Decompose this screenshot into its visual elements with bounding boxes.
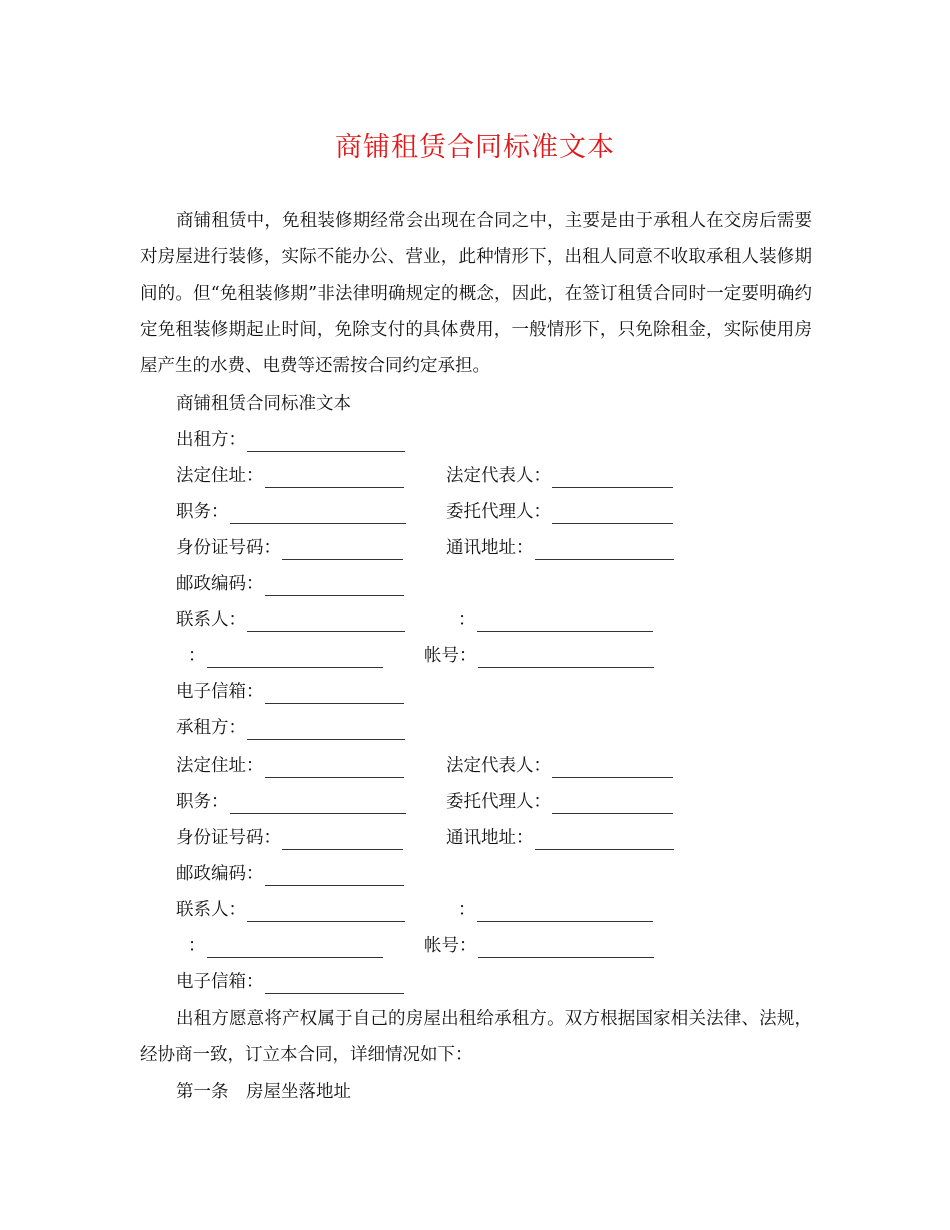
lessor-rep-blank[interactable]	[552, 469, 673, 488]
lessee-agent-field	[446, 790, 673, 814]
lessor-address-field	[176, 464, 404, 488]
lessee-colon-field	[458, 898, 653, 922]
lessor-contact-label: 联系人：	[176, 610, 246, 630]
lessee-position-blank[interactable]	[230, 795, 406, 814]
lessor-account-field	[424, 644, 654, 668]
lessee-contact-field	[176, 898, 405, 922]
lessor-email-field	[176, 680, 404, 704]
lessee-postcode-field	[176, 862, 404, 886]
lessee-agent-blank[interactable]	[552, 795, 673, 814]
lessor-party-field	[176, 428, 405, 452]
lessee-position-field	[176, 790, 406, 814]
lessee-email-field	[176, 970, 404, 994]
lessor-agent-field	[446, 500, 673, 524]
lessor-address-label: 法定住址：	[176, 466, 264, 486]
lessee-id-label: 身份证号码：	[176, 828, 281, 848]
lessor-mail-label: 通讯地址：	[446, 538, 534, 558]
lessee-party-field	[176, 716, 405, 740]
lessor-position-label: 职务：	[176, 502, 229, 522]
lessor-email-blank[interactable]	[265, 685, 404, 704]
lessee-address-blank[interactable]	[265, 759, 404, 778]
intro-paragraph: 商铺租赁中，免租装修期经常会出现在合同之中，主要是由于承租人在交房后需要对房屋进行装修，实际不能办公、营业，此种情形下，出租人同意不收取承租人装修期间的。但“免租装修期”非法律明确规定的概念，因此，在签订租赁合同时一定要明确约定免租装修期起止时间，免除支付的具体费用，一般情形下，只免除租金，实际使用房屋产生的水费、电费等还需按合同约定承担。	[140, 211, 812, 377]
lessor-agent-label: 委托代理人：	[446, 502, 551, 522]
lessor-contact-blank[interactable]	[247, 613, 405, 632]
lessee-account-blank[interactable]	[478, 939, 654, 958]
lessee-colon-label: ：	[458, 900, 476, 920]
lessor-position-field	[176, 500, 406, 524]
lessee-colon-blank[interactable]	[477, 903, 653, 922]
lessor-party-label: 出租方：	[176, 430, 246, 450]
lessee-colon2-label: ：	[188, 936, 206, 956]
lessor-rep-field	[446, 464, 673, 488]
lessee-rep-label: 法定代表人：	[446, 756, 551, 776]
article-1-heading: 第一条 房屋坐落地址	[176, 1082, 351, 1102]
lessor-address-blank[interactable]	[265, 469, 404, 488]
lessor-postcode-field	[176, 572, 404, 596]
lessee-party-blank[interactable]	[247, 721, 405, 740]
lessor-postcode-blank[interactable]	[265, 577, 404, 596]
lessee-email-label: 电子信箱：	[176, 972, 264, 992]
lessor-colon2-label: ：	[188, 646, 206, 666]
lessee-mail-label: 通讯地址：	[446, 828, 534, 848]
lessee-account-label: 帐号：	[424, 936, 477, 956]
lessor-id-label: 身份证号码：	[176, 538, 281, 558]
lessee-account-field	[424, 934, 654, 958]
lessee-mail-field	[446, 826, 674, 850]
lessor-postcode-label: 邮政编码：	[176, 574, 264, 594]
lessor-account-blank[interactable]	[478, 649, 654, 668]
lessee-contact-label: 联系人：	[176, 900, 246, 920]
lessor-colon2-blank[interactable]	[207, 649, 383, 668]
lessor-colon-blank[interactable]	[477, 613, 653, 632]
lessee-rep-field	[446, 754, 673, 778]
lessor-mail-blank[interactable]	[535, 541, 674, 560]
lessee-id-blank[interactable]	[282, 831, 403, 850]
lessee-postcode-blank[interactable]	[265, 867, 404, 886]
lessee-address-label: 法定住址：	[176, 756, 264, 776]
lessor-position-blank[interactable]	[230, 505, 406, 524]
lessor-colon-field	[458, 608, 653, 632]
lessee-colon2-blank[interactable]	[207, 939, 383, 958]
document-title: 商铺租赁合同标准文本	[335, 132, 615, 163]
lessor-colon2-field	[188, 644, 383, 668]
lessor-colon-label: ：	[458, 610, 476, 630]
lessee-mail-blank[interactable]	[535, 831, 674, 850]
lessor-id-field	[176, 536, 403, 560]
lessor-email-label: 电子信箱：	[176, 682, 264, 702]
lessee-agent-label: 委托代理人：	[446, 792, 551, 812]
lessee-colon2-field	[188, 934, 383, 958]
lessor-account-label: 帐号：	[424, 646, 477, 666]
subtitle: 商铺租赁合同标准文本	[176, 394, 351, 414]
lessee-contact-blank[interactable]	[247, 903, 405, 922]
lessee-party-label: 承租方：	[176, 718, 246, 738]
lessor-agent-blank[interactable]	[552, 505, 673, 524]
lessor-contact-field	[176, 608, 405, 632]
lessee-postcode-label: 邮政编码：	[176, 864, 264, 884]
lessor-rep-label: 法定代表人：	[446, 466, 551, 486]
lessor-party-blank[interactable]	[247, 433, 405, 452]
lessee-position-label: 职务：	[176, 792, 229, 812]
lessor-id-blank[interactable]	[282, 541, 403, 560]
lessee-id-field	[176, 826, 403, 850]
lessee-address-field	[176, 754, 404, 778]
agreement-paragraph: 出租方愿意将产权属于自己的房屋出租给承租方。双方根据国家相关法律、法规，经协商一致，订立本合同，详细情况如下：	[140, 1009, 812, 1066]
lessee-email-blank[interactable]	[265, 975, 404, 994]
lessee-rep-blank[interactable]	[552, 759, 673, 778]
lessor-mail-field	[446, 536, 674, 560]
